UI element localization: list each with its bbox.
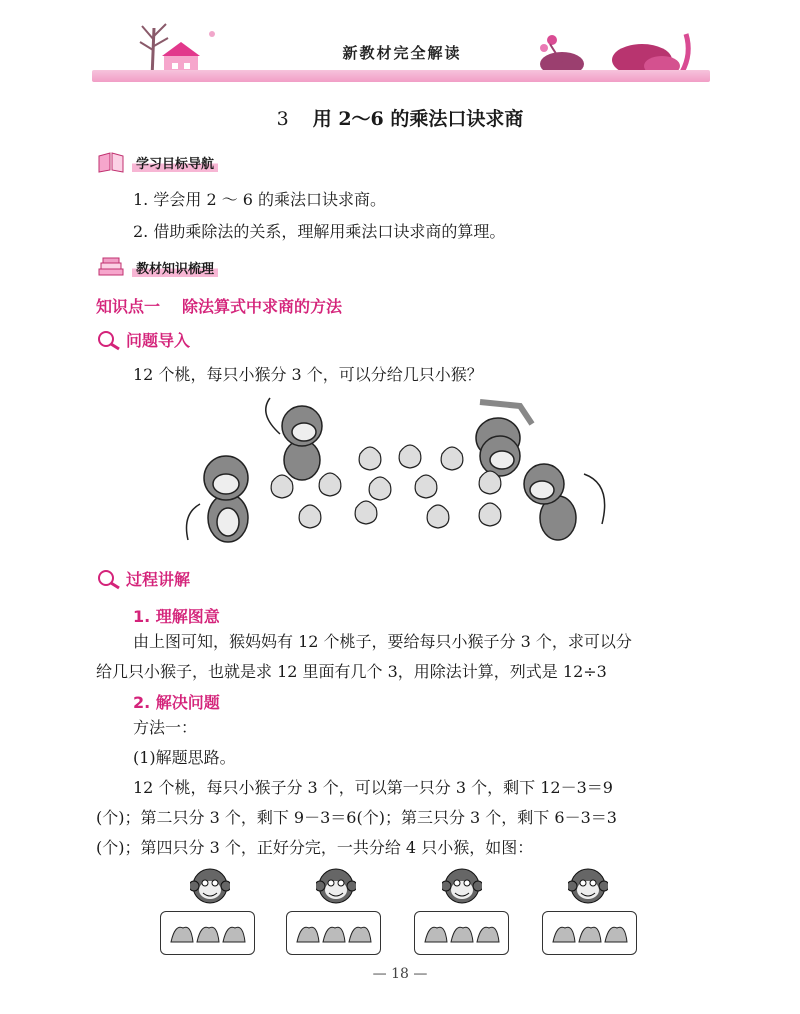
goals-heading (96, 149, 218, 175)
monkey-face-icon (442, 866, 482, 906)
goals-heading-label: 学习目标导航 (132, 153, 218, 172)
sub-step-label: (1)解题思路。 (133, 748, 236, 767)
step1-title: 1. 理解图意 (133, 607, 220, 626)
method-label: 方法一： (133, 718, 198, 737)
goal-item: 1. 学会用 2 ～ 6 的乘法口诀求商。 (133, 190, 387, 209)
page-header (92, 18, 710, 90)
knowledge-point-label: 知识点一 (96, 297, 161, 316)
header-band (92, 70, 710, 82)
step2-title: 2. 解决问题 (133, 693, 220, 712)
peach-group (414, 911, 509, 955)
stack-books-icon (96, 256, 126, 278)
monkey-face-icon (568, 866, 608, 906)
monkey-face-icon (190, 866, 230, 906)
magnifier-icon (96, 568, 122, 590)
page-number: — 18 — (372, 966, 428, 982)
lesson-number: 3 (276, 108, 289, 130)
magnifier-icon (96, 329, 122, 351)
goal-item: 2. 借助乘除法的关系，理解用乘法口诀求商的算理。 (133, 222, 506, 241)
explanation-line: 12 个桃，每只小猴子分 3 个，可以第一只分 3 个，剩下 12－3＝9 (133, 778, 613, 797)
intro-heading (96, 328, 190, 351)
knowledge-point-title: 除法算式中求商的方法 (182, 297, 343, 316)
process-heading-label: 过程讲解 (126, 570, 191, 589)
process-heading (96, 567, 190, 590)
explanation-line: (个)；第二只分 3 个，剩下 9－3＝6(个)；第三只分 3 个，剩下 6－3＝3 (96, 808, 617, 827)
step1-line: 由上图可知，猴妈妈有 12 个桃子，要给每只小猴子分 3 个，求可以分 (133, 632, 632, 651)
lesson-title-text: 用 2～6 的乘法口诀求商 (312, 108, 524, 130)
intro-question: 12 个桃，每只小猴分 3 个，可以分给几只小猴？ (133, 365, 483, 384)
monkeys-peaches-illustration (180, 394, 616, 556)
step1-line: 给几只小猴子，也就是求 12 里面有几个 3，用除法计算，列式是 12÷3 (96, 662, 607, 681)
knowledge-heading-label: 教材知识梳理 (132, 258, 218, 277)
monkey-face-icon (316, 866, 356, 906)
peach-group (542, 911, 637, 955)
explanation-line: (个)；第四只分 3 个，正好分完，一共分给 4 只小猴，如图： (96, 838, 534, 857)
lesson-title (0, 104, 800, 131)
intro-heading-label: 问题导入 (126, 331, 191, 350)
knowledge-heading (96, 254, 218, 280)
peach-group (286, 911, 381, 955)
peach-group (160, 911, 255, 955)
book-icon (96, 151, 126, 173)
knowledge-point (96, 294, 342, 317)
header-title: 新教材完全解读 (342, 44, 462, 62)
